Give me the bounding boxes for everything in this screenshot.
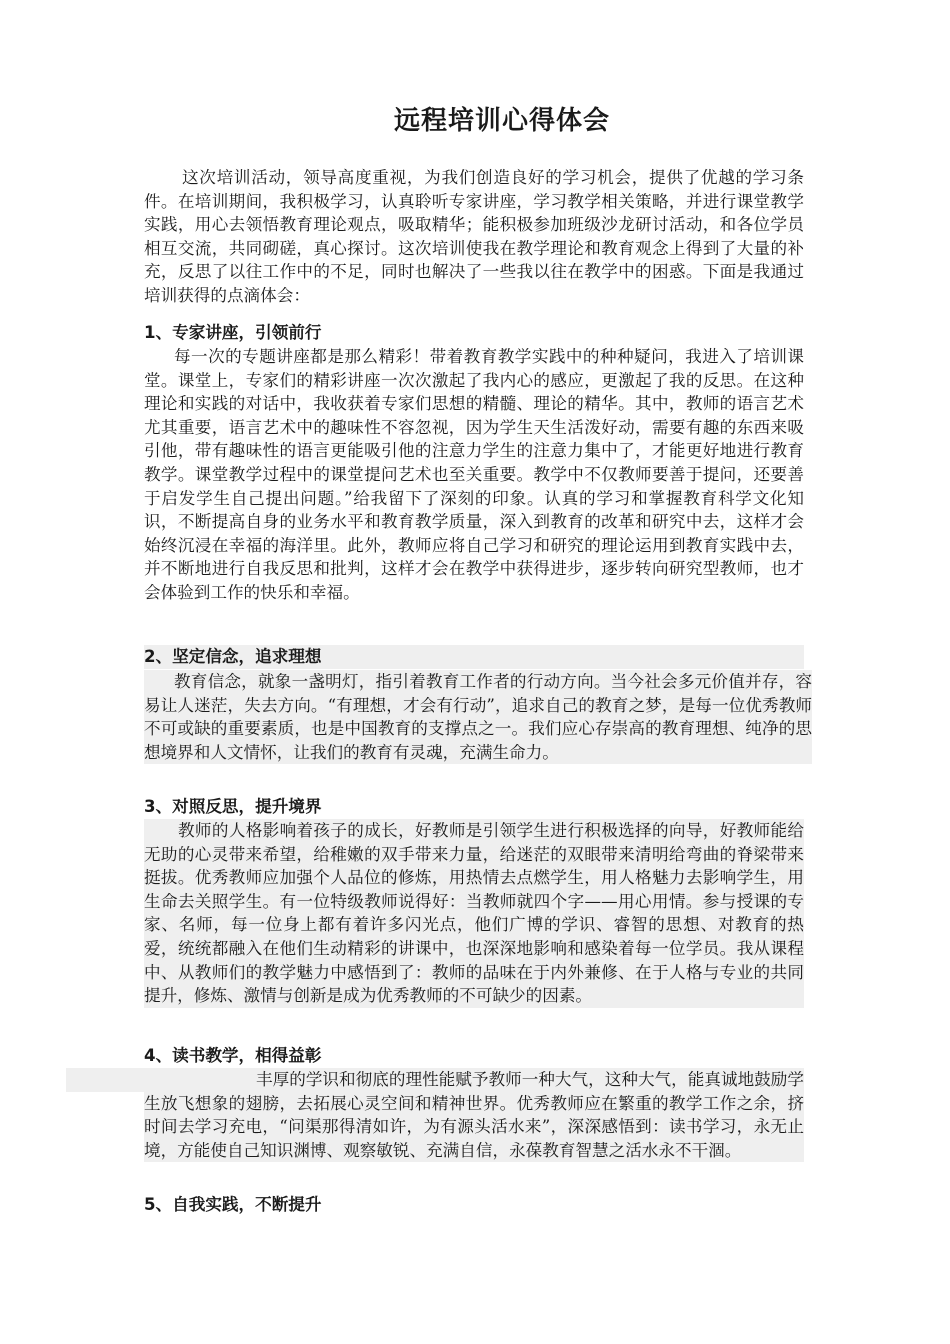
- section-2-heading: 2、坚定信念，追求理想: [144, 645, 804, 669]
- intro-paragraph: 这次培训活动，领导高度重视，为我们创造良好的学习机会，提供了优越的学习条件。在培训期间，我积极学习，认真聆听专家讲座，学习教学相关策略，并进行课堂教学实践，用心去领悟教育理论观点，吸取精华；能积极参加班级沙龙研讨活动，和各位学员相互交流，共同砌磋，真心探讨。这次培训使我在教学理论和教育观念上得到了大量的补充，反思了以往工作中的不足，同时也解决了一些我以往在教学中的困惑。下面是我通过培训获得的点滴体会：: [144, 168, 804, 305]
- section-2-body: 教育信念，就象一盏明灯，指引着教育工作者的行动方向。当今社会多元价值并存，容易让人迷茫，失去方向。“有理想，才会有行动”，追求自己的教育之梦，是每一位优秀教师不可或缺的重要素质，也是中国教育的支撑点之一。我们应心存崇高的教育理想、纯净的思想境界和人文情怀，让我们的教育有灵魂，充满生命力。: [144, 670, 812, 764]
- section-3-heading: 3、对照反思，提升境界: [144, 797, 322, 816]
- section-1-heading: 1、专家讲座，引领前行: [144, 323, 322, 342]
- section-4-heading: 4、读书教学，相得益彰: [144, 1046, 322, 1065]
- shade-marker: [66, 1068, 144, 1092]
- page-title: 远程培训心得体会: [393, 106, 610, 136]
- section-5-heading: 5、自我实践，不断提升: [144, 1195, 322, 1214]
- section-4-body: 丰厚的学识和彻底的理性能赋予教师一种大气，这种大气，能真诚地鼓励学生放飞想象的翅膀，去拓展心灵空间和精神世界。优秀教师应在繁重的教学工作之余，挤时间去学习充电，“问渠那得清如许，为有源头活水来”，深深感悟到：读书学习，永无止境，方能使自己知识渊博、观察敏锐、充满自信，永葆教育智慧之活水永不干涸。: [144, 1068, 804, 1162]
- section-1-body: 每一次的专题讲座都是那么精彩！带着教育教学实践中的种种疑问，我进入了培训课堂。课堂上，专家们的精彩讲座一次次激起了我内心的感应，更激起了我的反思。在这种理论和实践的对话中，我收获着专家们思想的精髓、理论的精华。其中，教师的语言艺术尤其重要，语言艺术中的趣味性不容忽视，因为学生天生活泼好动，需要有趣的东西来吸引他，带有趣味性的语言更能吸引他的注意力学生的注意力集中了，才能更好地进行教育教学。课堂教学过程中的课堂提问艺术也至关重要。教学中不仅教师要善于提问，还要善于启发学生自己提出问题。”给我留下了深刻的印象。认真的学习和掌握教育科学文化知识，不断提高自身的业务水平和教育教学质量，深入到教育的改革和研究中去，这样才会始终沉浸在幸福的海洋里。此外，教师应将自己学习和研究的理论运用到教育实践中去，并不断地进行自我反思和批判，这样才会在教学中获得进步，逐步转向研究型教师，也才会体验到工作的快乐和幸福。: [144, 347, 804, 602]
- section-3-body: 教师的人格影响着孩子的成长，好教师是引领学生进行积极选择的向导，好教师能给无助的心灵带来希望，给稚嫩的双手带来力量，给迷茫的双眼带来清明给弯曲的脊梁带来挺拔。优秀教师应加强个人品位的修炼，用热情去点燃学生，用人格魅力去影响学生，用生命去关照学生。有一位特级教师说得好：当教师就四个字——用心用情。参与授课的专家、名师，每一位身上都有着许多闪光点，他们广博的学识、睿智的思想、对教育的热爱，统统都融入在他们生动精彩的讲课中，也深深地影响和感染着每一位学员。我从课程中、从教师们的教学魅力中感悟到了：教师的品味在于内外兼修、在于人格与专业的共同提升，修炼、激情与创新是成为优秀教师的不可缺少的因素。: [144, 819, 804, 1008]
